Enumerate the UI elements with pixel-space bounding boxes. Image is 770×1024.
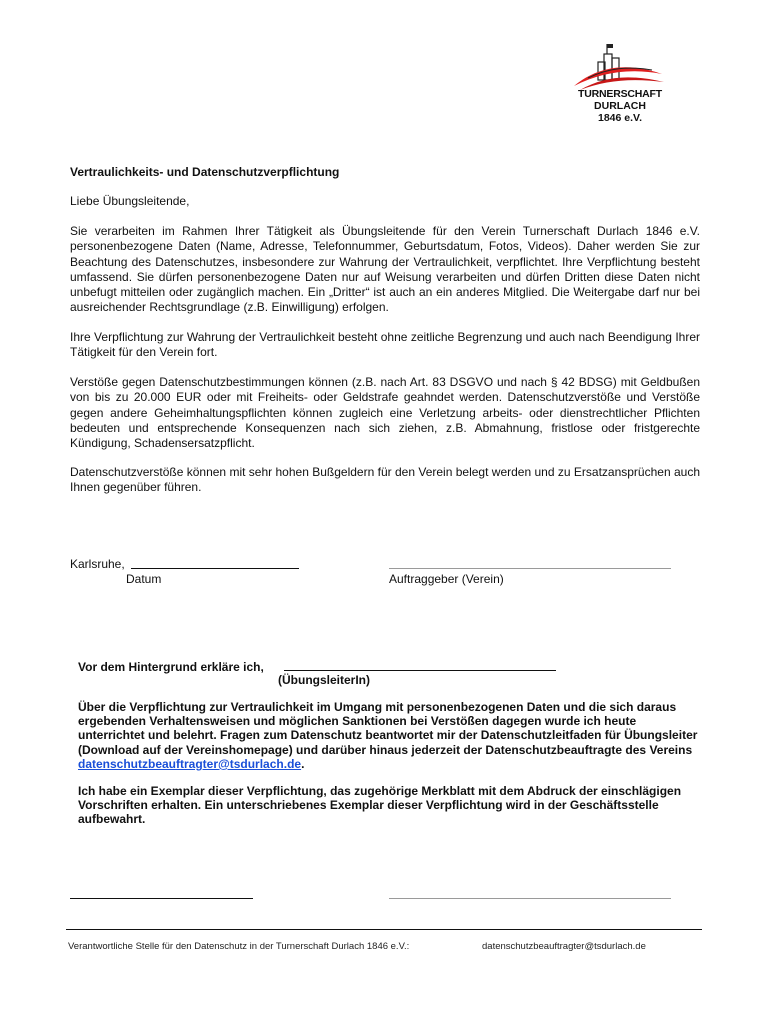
footer-divider — [66, 929, 702, 930]
logo-line-1: TURNERSCHAFT — [578, 88, 662, 100]
declaration-intro: Vor dem Hintergrund erkläre ich, — [78, 660, 264, 674]
paragraph-fines: Datenschutzverstöße können mit sehr hohen Bußgeldern für den Verein belegt werden und zu Ersatzansprüchen auch Ihnen gegenüber führen. — [70, 465, 700, 495]
paragraph-duration: Ihre Verpflichtung zur Wahrung der Vertraulichkeit besteht ohne zeitliche Begrenzung und auch nach Beendigung Ihrer Tätigkeit für den Verein fort. — [70, 330, 700, 360]
dpo-email-link[interactable]: datenschutzbeauftragter@tsdurlach.de — [78, 756, 302, 771]
logo-line-3: 1846 e.V. — [598, 112, 642, 124]
footer-responsible-text: Verantwortliche Stelle für den Datenschutz in der Turnerschaft Durlach 1846 e.V.: — [68, 941, 410, 952]
greeting: Liebe Übungsleitende, — [70, 194, 190, 208]
trainer-name-line[interactable] — [284, 670, 556, 671]
trainer-role-label: (ÜbungsleiterIn) — [278, 673, 370, 687]
declaration-block-1 — [78, 700, 698, 771]
paragraph-processing: Sie verarbeiten im Rahmen Ihrer Tätigkeit als Übungsleitende für den Verein Turnerschaft Durlach 1846 e.V. personenbezogene Daten (Name, Adresse, Telefonnummer, Geburtsdatum, Fotos, Videos). Daher werden Sie zur Beachtung des Datenschutzes, insbesondere zur Wahrung der Vertraulichkeit, verpflichtet. Ihre Verpflichtung besteht umfassend. Sie dürfen personenbezogene Daten nur auf Weisung verarbeiten und dürfen Dritten diese Daten nicht unbefugt mitteilen oder zugänglich machen. Ein „Dritter“ ist auch an ein anderes Mitglied. Die Weitergabe darf nur bei ausreichender Rechtsgrundlage (z.B. Einwilligung) erfolgen. — [70, 224, 700, 315]
date-signature-line[interactable] — [131, 568, 299, 569]
client-signature-line[interactable] — [389, 568, 671, 569]
document-title: Vertraulichkeits- und Datenschutzverpflichtung — [70, 165, 340, 179]
place-label: Karlsruhe, — [70, 557, 125, 571]
footer-email: datenschutzbeauftragter@tsdurlach.de — [482, 941, 646, 952]
declaration-text-1-end: . — [301, 756, 305, 771]
declaration-text-1: Über die Verpflichtung zur Vertraulichkeit im Umgang mit personenbezogenen Daten und die sich daraus ergebenden Verhaltensweisen und möglichen Sanktionen bei Verstößen dagegen wurde ich heute unterrichtet und belehrt. Fragen zum Datenschutz beantwortet mir der Datenschutzleitfaden für Übungsleiter (Download auf der Vereinshomepage) und darüber hinaus jederzeit der Datenschutzbeauftragte des Vereins — [78, 700, 698, 757]
date-label: Datum — [126, 572, 162, 586]
declaration-block-2: Ich habe ein Exemplar dieser Verpflichtung, das zugehörige Merkblatt mit dem Abdruck der einschlägigen Vorschriften erhalten. Ein unterschriebenes Exemplar dieser Verpflichtung wird in der Geschäftsstelle aufbewahrt. — [78, 784, 682, 827]
club-logo — [568, 40, 668, 124]
client-label: Auftraggeber (Verein) — [389, 572, 504, 586]
logo-graphic — [568, 40, 668, 92]
paragraph-penalties: Verstöße gegen Datenschutzbestimmungen können (z.B. nach Art. 83 DSGVO und nach § 42 BDSG) mit Geldbußen von bis zu 20.000 EUR oder mit Freiheits- oder Geldstrafe geahndet werden. Datenschutzverstöße und Verstöße gegen andere Geheimhaltungspflichten können zugleich eine Verletzung arbeits- oder dienstrechtlicher Pflichten bedeuten und entsprechende Konsequenzen nach sich ziehen, z.B. Abmahnung, fristlose oder fristgerechte Kündigung, Schadensersatzpflicht. — [70, 375, 700, 451]
bottom-date-line[interactable] — [70, 898, 253, 899]
trainer-signature-line[interactable] — [389, 898, 671, 899]
logo-line-2: DURLACH — [594, 100, 646, 112]
